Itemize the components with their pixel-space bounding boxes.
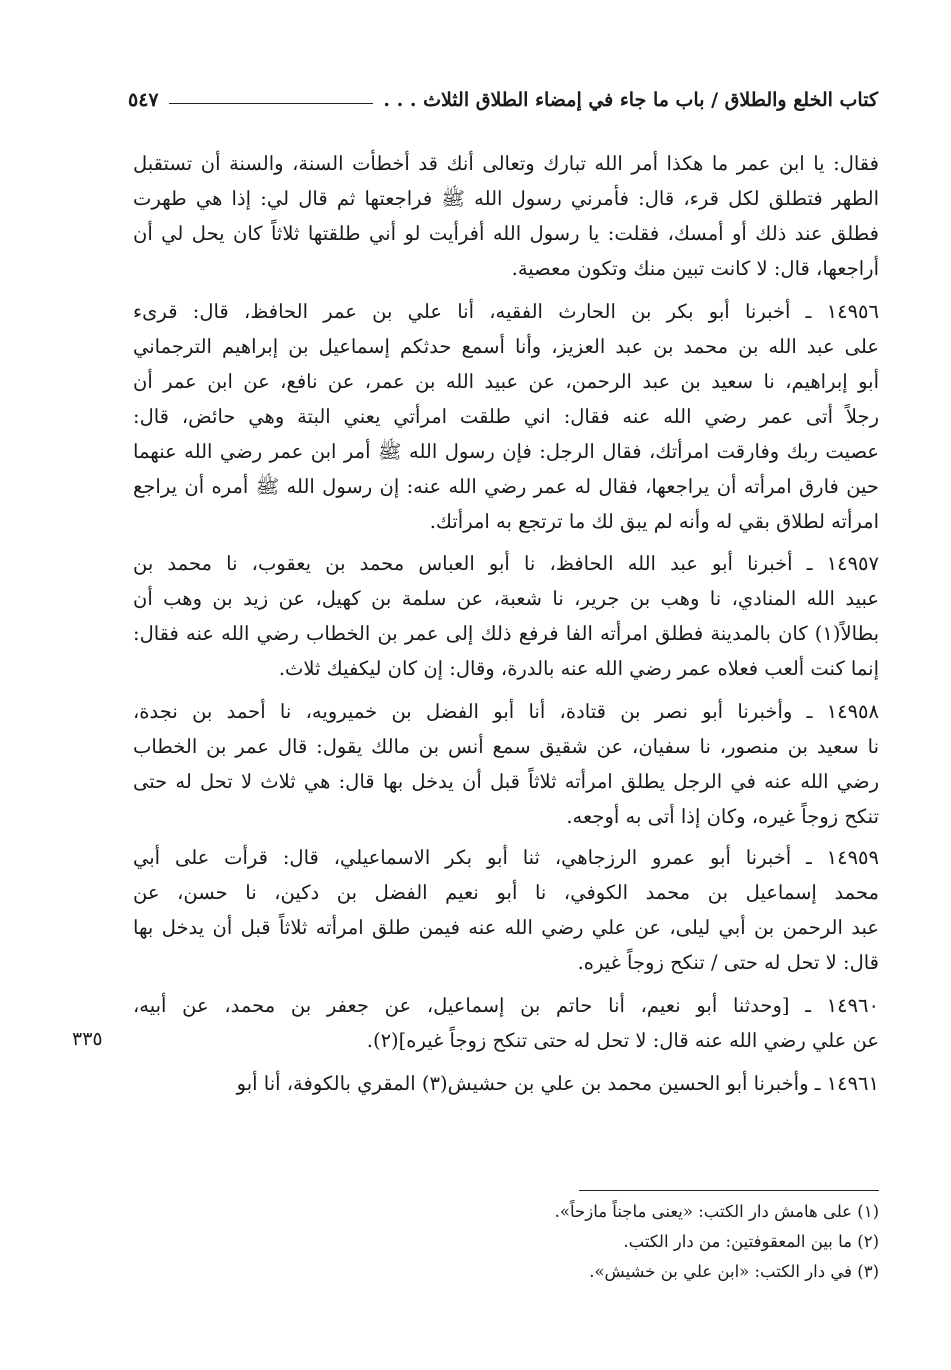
- running-header: [128, 80, 878, 120]
- text-line: فطلق عند ذلك أو أمسك، فقلت: يا رسول الله أفرأيت لو أني طلقتها ثلاثاً كان يحل لي أن: [133, 222, 879, 245]
- text-line: قال: لا تحل له حتى / تنكح زوجاً غيره.: [577, 951, 879, 974]
- text-line: حين فارق امرأته أن يراجعها، فقال له عمر رضي الله عنه: إن رسول الله ﷺ أمره أن يراجع: [133, 475, 879, 498]
- text-line: الطهر فتطلق لكل قرء، قال: فأمرني رسول الله ﷺ فراجعتها ثم قال لي: إذا هي طهرت: [133, 187, 879, 210]
- text-line: امرأته لطلاق بقي له وأنه لم يبق لك ما ترتجع به امرأتك.: [429, 510, 879, 533]
- text-line: عن علي رضي الله عنه قال: لا تحل له حتى تنكح زوجاً غيره](٢).: [366, 1029, 879, 1052]
- text-line: عبيد الله المنادي، نا وهب بن جرير، نا شعبة، عن سلمة بن كهيل، عن زيد بن وهب أن: [133, 587, 879, 610]
- margin-page-number: ٣٣٥: [72, 1028, 103, 1050]
- hadith-14957-start: ١٤٩٥٧ ـ أخبرنا أبو عبد الله الحافظ، نا أبو العباس محمد بن يعقوب، نا محمد بن: [133, 552, 879, 575]
- text-line: عصيت ربك وفارقت امرأتك، فقال الرجل: فإن رسول الله ﷺ أمر ابن عمر رضي الله عنهما: [133, 440, 879, 463]
- text-line: فقال: يا ابن عمر ما هكذا أمر الله تبارك وتعالى أنك قد أخطأت السنة، والسنة أن تستقبل: [133, 152, 879, 175]
- text-line: إنما كنت ألعب فعلاه عمر رضي الله عنه بالدرة، وقال: إن كان ليكفيك ثلاث.: [278, 657, 879, 680]
- text-line: أبو إبراهيم، نا سعيد بن عبد الرحمن، عن عبيد الله بن عمر، عن نافع، عن ابن عمر أن: [133, 370, 879, 393]
- hadith-14959-start: ١٤٩٥٩ ـ أخبرنا أبو عمرو الرزجاهي، ثنا أبو بكر الاسماعيلي، قال: قرأت على أبي: [133, 846, 879, 869]
- text-line: أراجعها، قال: لا كانت تبين منك وتكون معصية.: [511, 257, 879, 280]
- hadith-14956-start: ١٤٩٥٦ ـ أخبرنا أبو بكر بن الحارث الفقيه، أنا علي بن عمر الحافظ، قال: قرىء: [133, 300, 879, 323]
- text-line: محمد إسماعيل بن محمد الكوفي، نا أبو نعيم الفضل بن دكين، نا حسن، عن: [133, 881, 879, 904]
- footnote: (٣) في دار الكتب: «ابن علي بن خشيش».: [589, 1262, 879, 1281]
- text-line: تنكح زوجاً غيره، وكان إذا أتى به أوجعه.: [566, 805, 879, 828]
- hadith-14961-start: ١٤٩٦١ ـ وأخبرنا أبو الحسين محمد بن علي بن حشيش(٣) المقري بالكوفة، أنا أبو: [236, 1072, 879, 1095]
- text-line: عبد الرحمن بن أبي ليلى، عن علي رضي الله عنه فيمن طلق امرأته ثلاثاً قبل أن يدخل بها: [133, 916, 879, 939]
- footnote-separator: [579, 1190, 879, 1191]
- hadith-14958-start: ١٤٩٥٨ ـ وأخبرنا أبو نصر بن قتادة، أنا أبو الفضل بن خميرويه، نا أحمد بن نجدة،: [133, 700, 879, 723]
- text-line: رجلاً أتى عمر رضي الله عنه فقال: اني طلقت امرأتي يعني البتة وهي حائض، قال:: [133, 405, 879, 428]
- footnote: (٢) ما بين المعقوفتين: من دار الكتب.: [623, 1232, 879, 1251]
- page-number: ٥٤٧: [128, 89, 159, 111]
- footnote: (١) على هامش دار الكتب: «يعنى ماجناً مازحاً».: [554, 1202, 879, 1221]
- header-title: كتاب الخلع والطلاق / باب ما جاء في إمضاء الطلاق الثلاث . . .: [383, 89, 878, 111]
- text-line: نا سعيد بن منصور، نا سفيان، عن شقيق سمع أنس بن مالك يقول: قال عمر بن الخطاب: [133, 735, 879, 758]
- text-line: رضي الله عنه في الرجل يطلق امرأته ثلاثاً قبل أن يدخل بها قال: هي ثلاث لا تحل له حتى: [133, 770, 879, 793]
- header-rule: [169, 103, 374, 104]
- text-line: على عبد الله بن محمد بن عبد العزيز، وأنا أسمع حدثكم إسماعيل بن إبراهيم الترجماني: [133, 335, 879, 358]
- text-line: بطالاً(١) كان بالمدينة فطلق امرأته الفا فرفع ذلك إلى عمر بن الخطاب رضي الله عنه فقال:: [133, 622, 879, 645]
- hadith-14960-start: ١٤٩٦٠ ـ [وحدثنا أبو نعيم، أنا حاتم بن إسماعيل، عن جعفر بن محمد، عن أبيه،: [133, 994, 879, 1017]
